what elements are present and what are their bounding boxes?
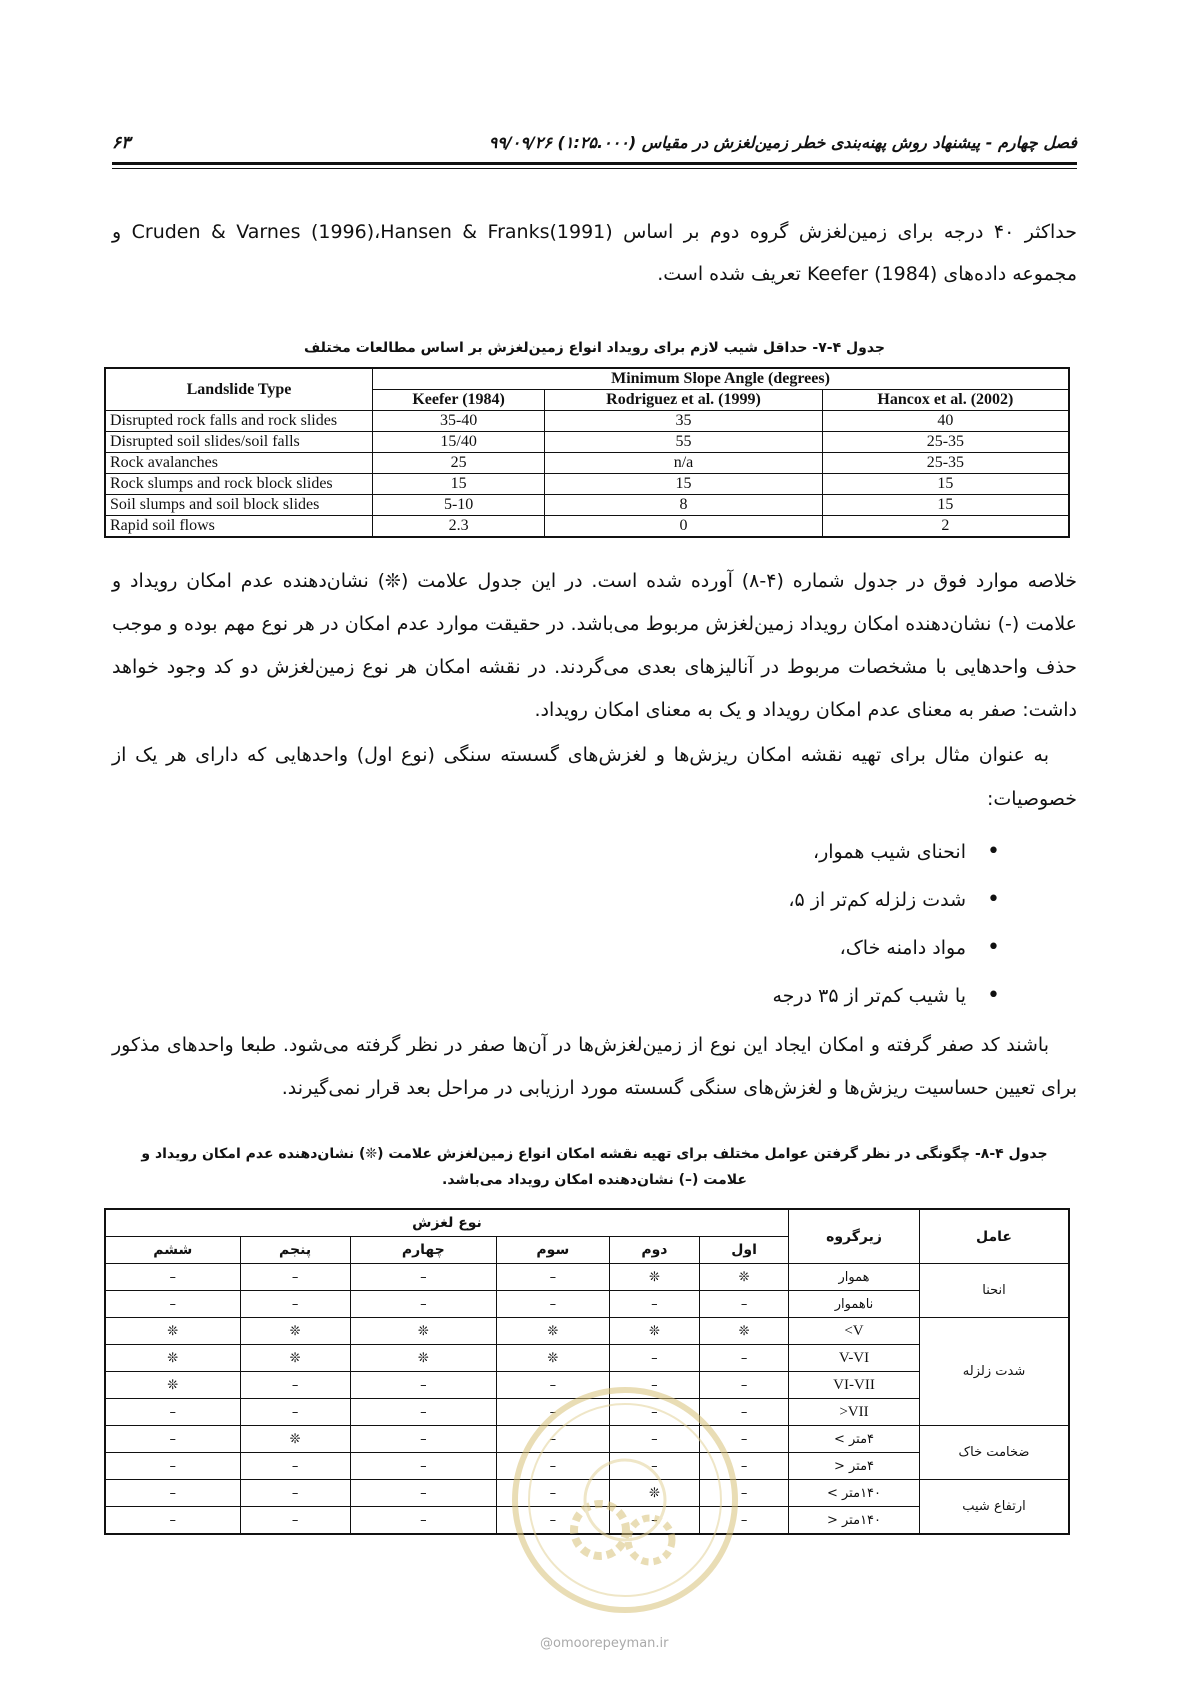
subgroup-cell: ۱۴۰متر < bbox=[789, 1507, 920, 1535]
table1-header-source: Hancox et al. (2002) bbox=[822, 390, 1069, 411]
possibility-cell: – bbox=[350, 1426, 496, 1453]
subgroup-cell: VI-VII bbox=[789, 1372, 920, 1399]
slope-value-cell: 15 bbox=[373, 474, 545, 495]
possibility-cell: – bbox=[497, 1480, 610, 1507]
possibility-cell: – bbox=[105, 1291, 240, 1318]
possibility-cell: – bbox=[700, 1480, 789, 1507]
possibility-cell: – bbox=[497, 1291, 610, 1318]
table-row bbox=[105, 516, 1069, 538]
table2-header-type: ششم bbox=[105, 1237, 240, 1264]
possibility-cell: – bbox=[497, 1399, 610, 1426]
possibility-cell: – bbox=[350, 1507, 496, 1535]
slope-value-cell: 25-35 bbox=[822, 432, 1069, 453]
factor-cell: ضخامت خاک bbox=[920, 1426, 1070, 1480]
possibility-cell: ❊ bbox=[609, 1480, 700, 1507]
possibility-cell: – bbox=[609, 1345, 700, 1372]
possibility-cell: – bbox=[700, 1399, 789, 1426]
possibility-cell: – bbox=[350, 1372, 496, 1399]
table2-header-group: نوع لغزش bbox=[105, 1209, 789, 1237]
table1-header-type: Landslide Type bbox=[105, 368, 373, 411]
possibility-cell: – bbox=[240, 1507, 350, 1535]
table2-header-type: سوم bbox=[497, 1237, 610, 1264]
possibility-cell: – bbox=[240, 1399, 350, 1426]
table-row bbox=[105, 411, 1069, 432]
slope-value-cell: 2.3 bbox=[373, 516, 545, 538]
possibility-cell: ❊ bbox=[700, 1264, 789, 1291]
landslide-type-cell: Rock slumps and rock block slides bbox=[105, 474, 373, 495]
possibility-cell: – bbox=[105, 1453, 240, 1480]
intro-text-4: تعریف شده است. bbox=[657, 263, 807, 285]
possibility-cell: – bbox=[700, 1345, 789, 1372]
table-row bbox=[105, 453, 1069, 474]
possibility-cell: – bbox=[105, 1399, 240, 1426]
subgroup-cell: هموار bbox=[789, 1264, 920, 1291]
possibility-cell: – bbox=[240, 1291, 350, 1318]
subgroup-cell: ناهموار bbox=[789, 1291, 920, 1318]
possibility-cell: – bbox=[240, 1372, 350, 1399]
possibility-cell: – bbox=[700, 1507, 789, 1535]
landslide-type-cell: Disrupted rock falls and rock slides bbox=[105, 411, 373, 432]
slope-value-cell: 15 bbox=[822, 474, 1069, 495]
table2-caption bbox=[112, 1146, 1077, 1188]
chapter-title: فصل چهارم - پیشنهاد روش پهنه‌بندی خطر زمین‌لغزش در مقیاس (۱:۲۵.۰۰۰) ۹۹/۰۹/۲۶ bbox=[488, 133, 1077, 152]
slope-value-cell: 8 bbox=[545, 495, 823, 516]
possibility-cell: ❊ bbox=[497, 1318, 610, 1345]
possibility-cell: – bbox=[609, 1291, 700, 1318]
possibility-cell: – bbox=[350, 1399, 496, 1426]
slope-value-cell: 2 bbox=[822, 516, 1069, 538]
subgroup-cell: ۱۴۰متر > bbox=[789, 1480, 920, 1507]
paragraph-intro bbox=[112, 215, 1077, 291]
paragraph-intro-line2 bbox=[112, 257, 1077, 291]
factor-cell: انحنا bbox=[920, 1264, 1070, 1318]
list-item: • مواد دامنه خاک، bbox=[773, 931, 1001, 979]
table2-caption-line2: علامت (–) نشان‌دهنده امکان رویداد می‌باشد. bbox=[442, 1172, 747, 1188]
table2-header-type: چهارم bbox=[350, 1237, 496, 1264]
table1-header-group: Minimum Slope Angle (degrees) bbox=[373, 368, 1070, 390]
possibility-cell: ❊ bbox=[700, 1318, 789, 1345]
paragraph-example: به عنوان مثال برای تهیه نقشه امکان ریزش‌ها و لغزش‌های گسسته سنگی (نوع اول) واحدهایی که دارای هر یک از خصوصیات: bbox=[112, 744, 1077, 810]
intro-text-3: مجموعه داده‌های bbox=[937, 263, 1077, 285]
possibility-cell: – bbox=[105, 1480, 240, 1507]
possibility-cell: – bbox=[350, 1453, 496, 1480]
possibility-cell: – bbox=[700, 1291, 789, 1318]
possibility-cell: – bbox=[700, 1453, 789, 1480]
list-item: • شدت زلزله کم‌تر از ۵، bbox=[773, 883, 1001, 931]
possibility-cell: ❊ bbox=[105, 1318, 240, 1345]
possibility-cell: – bbox=[105, 1507, 240, 1535]
possibility-cell: – bbox=[105, 1426, 240, 1453]
list-item: • انحنای شیب هموار، bbox=[773, 835, 1001, 883]
subgroup-cell: V-VI bbox=[789, 1345, 920, 1372]
possibility-cell: – bbox=[700, 1372, 789, 1399]
possibility-cell: – bbox=[240, 1480, 350, 1507]
possibility-cell: ❊ bbox=[105, 1345, 240, 1372]
slope-value-cell: 0 bbox=[545, 516, 823, 538]
landslide-type-cell: Rock avalanches bbox=[105, 453, 373, 474]
table-row bbox=[105, 495, 1069, 516]
possibility-cell: ❊ bbox=[497, 1345, 610, 1372]
condition-list bbox=[773, 835, 1001, 1027]
subgroup-cell: <V bbox=[789, 1318, 920, 1345]
factor-cell: ارتفاع شیب bbox=[920, 1480, 1070, 1535]
table2-header-factor: عامل bbox=[920, 1209, 1070, 1264]
table2-header-type: دوم bbox=[609, 1237, 700, 1264]
table1-caption: جدول ۴-۷- حداقل شیب لازم برای رویداد انواع زمین‌لغزش بر اساس مطالعات مختلف bbox=[303, 340, 886, 356]
possibility-cell: ❊ bbox=[350, 1318, 496, 1345]
slope-angle-table bbox=[104, 367, 1070, 538]
table-row bbox=[105, 474, 1069, 495]
possibility-cell: – bbox=[609, 1453, 700, 1480]
watermark-logo bbox=[505, 1380, 745, 1620]
slope-value-cell: 15/40 bbox=[373, 432, 545, 453]
possibility-cell: – bbox=[609, 1372, 700, 1399]
slope-value-cell: 15 bbox=[822, 495, 1069, 516]
possibility-cell: – bbox=[497, 1264, 610, 1291]
slope-value-cell: 35-40 bbox=[373, 411, 545, 432]
possibility-cell: – bbox=[105, 1264, 240, 1291]
table2-header-type: اول bbox=[700, 1237, 789, 1264]
table-row bbox=[105, 1264, 1069, 1291]
slope-value-cell: n/a bbox=[545, 453, 823, 474]
table2-header-type: پنجم bbox=[240, 1237, 350, 1264]
table2-header-subgroup: زیرگروه bbox=[789, 1209, 920, 1264]
landslide-type-cell: Rapid soil flows bbox=[105, 516, 373, 538]
subgroup-cell: ۴متر > bbox=[789, 1426, 920, 1453]
subgroup-cell: ۴متر < bbox=[789, 1453, 920, 1480]
table1-header-source: Rodriguez et al. (1999) bbox=[545, 390, 823, 411]
possibility-cell: – bbox=[240, 1453, 350, 1480]
landslide-type-cell: Soil slumps and soil block slides bbox=[105, 495, 373, 516]
table-row bbox=[105, 1318, 1069, 1345]
possibility-cell: – bbox=[609, 1399, 700, 1426]
possibility-cell: – bbox=[609, 1507, 700, 1535]
slope-value-cell: 25 bbox=[373, 453, 545, 474]
intro-references: Cruden & Varnes (1996)،Hansen & Franks(1991) bbox=[131, 221, 613, 243]
intro-text-2: و bbox=[112, 221, 132, 243]
possibility-cell: ❊ bbox=[609, 1264, 700, 1291]
table1-header-source: Keefer (1984) bbox=[373, 390, 545, 411]
possibility-cell: – bbox=[609, 1426, 700, 1453]
possibility-cell: ❊ bbox=[240, 1345, 350, 1372]
intro-text-1: حداکثر ۴۰ درجه برای زمین‌لغزش گروه دوم بر اساس bbox=[612, 221, 1078, 243]
slope-value-cell: 35 bbox=[545, 411, 823, 432]
possibility-cell: – bbox=[497, 1426, 610, 1453]
paragraph-summary: خلاصه موارد فوق در جدول شماره (۴-۸) آورده شده است. در این جدول علامت (❊) نشان‌دهنده عدم امکان رویداد و علامت (-) نشان‌دهنده امکان رویداد زمین‌لغزش مربوط می‌باشد. در حقیقت موارد عدم امکان در هر نوع مهم بوده و موجب حذف واحدهایی با مشخصات مربوط در آنالیزهای بعدی می‌گردند. در نقشه امکان هر نوع زمین‌لغزش دو کد وجود خواهد داشت: صفر به معنای عدم امکان رویداد و یک به معنای امکان رویداد. bbox=[112, 570, 1077, 721]
possibility-cell: ❊ bbox=[105, 1372, 240, 1399]
possibility-cell: – bbox=[350, 1264, 496, 1291]
possibility-cell: – bbox=[497, 1453, 610, 1480]
header-rule-thick bbox=[112, 162, 1077, 165]
possibility-cell: – bbox=[497, 1507, 610, 1535]
intro-reference-keefer: Keefer (1984) bbox=[807, 263, 938, 285]
possibility-cell: ❊ bbox=[240, 1426, 350, 1453]
paragraph-intro-line1 bbox=[112, 215, 1077, 249]
table-row bbox=[105, 432, 1069, 453]
possibility-cell: – bbox=[240, 1264, 350, 1291]
possibility-cell: – bbox=[497, 1372, 610, 1399]
page-number: ۶۳ bbox=[112, 133, 131, 153]
possibility-cell: ❊ bbox=[350, 1345, 496, 1372]
possibility-cell: – bbox=[700, 1426, 789, 1453]
list-item: • یا شیب کم‌تر از ۳۵ درجه bbox=[773, 979, 1001, 1027]
possibility-cell: ❊ bbox=[240, 1318, 350, 1345]
landslide-type-cell: Disrupted soil slides/soil falls bbox=[105, 432, 373, 453]
table2-caption-line1: جدول ۴-۸- چگونگی در نظر گرفتن عوامل مختلف برای تهیه نقشه امکان انواع زمین‌لغزش علامت (❊) نشان‌دهنده عدم امکان رویداد و bbox=[141, 1146, 1048, 1162]
page-header bbox=[112, 133, 1077, 169]
slope-value-cell: 40 bbox=[822, 411, 1069, 432]
watermark-url: @omoorepeyman.ir bbox=[540, 1636, 669, 1651]
subgroup-cell: >VII bbox=[789, 1399, 920, 1426]
possibility-cell: ❊ bbox=[609, 1318, 700, 1345]
factor-cell: شدت زلزله bbox=[920, 1318, 1070, 1426]
slope-value-cell: 55 bbox=[545, 432, 823, 453]
slope-value-cell: 15 bbox=[545, 474, 823, 495]
possibility-cell: – bbox=[350, 1291, 496, 1318]
slope-value-cell: 25-35 bbox=[822, 453, 1069, 474]
header-rule-thin bbox=[112, 168, 1077, 169]
possibility-cell: – bbox=[350, 1480, 496, 1507]
paragraph-conclusion: باشند کد صفر گرفته و امکان ایجاد این نوع از زمین‌لغزش‌ها در آن‌ها صفر در نظر گرفته می‌شود. طبعا واحدهای مذکور برای تعیین حساسیت ریزش‌ها و لغزش‌های سنگی گسسته مورد ارزیابی در مراحل بعد قرار نمی‌گیرند. bbox=[112, 1034, 1077, 1099]
slope-value-cell: 5-10 bbox=[373, 495, 545, 516]
